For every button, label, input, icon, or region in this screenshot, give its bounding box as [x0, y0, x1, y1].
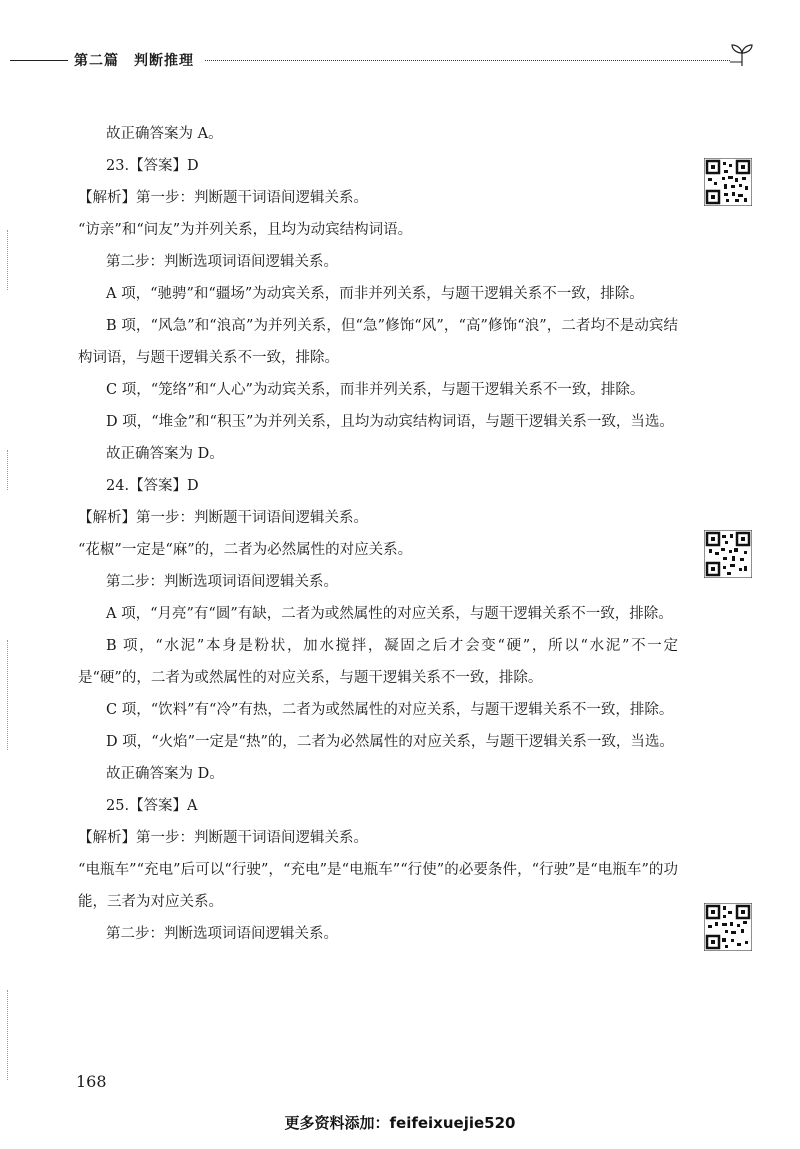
answer-conclusion: 故正确答案为 D。: [106, 766, 224, 782]
margin-dots: [7, 450, 8, 490]
option-b: B 项，“风急”和“浪高”为并列关系，但“急”修饰“风”，“高”修饰“浪”，二者均不是动宾结构词语，与题干逻辑关系不一致，排除。: [78, 318, 678, 366]
paragraph: “访亲”和“问友”为并列关系，且均为动宾结构词语。: [78, 222, 413, 238]
option-c: C 项，“笼络”和“人心”为动宾关系，而非并列关系，与题干逻辑关系不一致，排除。: [106, 382, 645, 398]
paragraph: 第二步：判断选项词语间逻辑关系。: [106, 254, 338, 270]
header-rule-left: [10, 60, 68, 61]
qr-code-icon: [704, 903, 752, 951]
paragraph: “电瓶车”“充电”后可以“行驶”，“充电”是“电瓶车”“行使”的必要条件，“行驶”是“电瓶车”的功能，三者为对应关系。: [78, 862, 678, 910]
margin-dots: [7, 640, 8, 750]
option-a: A 项，“月亮”有“圆”有缺，二者为或然属性的对应关系，与题干逻辑关系不一致，排除。: [106, 606, 673, 622]
option-d: D 项，“火焰”一定是“热”的，二者为必然属性的对应关系，与题干逻辑关系一致，当选。: [106, 734, 674, 750]
question-23-analysis: 【解析】第一步：判断题干词语间逻辑关系。: [78, 190, 368, 206]
answer-conclusion: 故正确答案为 A。: [106, 126, 223, 142]
question-25-analysis: 【解析】第一步：判断题干词语间逻辑关系。: [78, 830, 368, 846]
margin-dots: [7, 230, 8, 290]
page-number: 168: [76, 1072, 107, 1091]
footer-note: 更多资料添加：feifeixuejie520: [284, 1114, 516, 1132]
option-d: D 项，“堆金”和“积玉”为并列关系，且均为动宾结构词语，与题干逻辑关系一致，当选。: [106, 414, 674, 430]
header-rule-right: [205, 60, 730, 61]
paragraph: 第二步：判断选项词语间逻辑关系。: [106, 926, 338, 942]
header-title: 第二篇 判断推理: [74, 53, 194, 69]
sprout-icon: [728, 42, 756, 68]
qr-code-icon: [704, 530, 752, 578]
paragraph: 第二步：判断选项词语间逻辑关系。: [106, 574, 338, 590]
option-a: A 项，“驰骋”和“疆场”为动宾关系，而非并列关系，与题干逻辑关系不一致，排除。: [106, 286, 644, 302]
qr-code-icon: [704, 158, 752, 206]
margin-dots: [7, 990, 8, 1080]
option-c: C 项，“饮料”有“冷”有热，二者为或然属性的对应关系，与题干逻辑关系不一致，排除。: [106, 702, 674, 718]
option-b: B 项，“水泥”本身是粉状，加水搅拌，凝固之后才会变“硬”，所以“水泥”不一定是“硬”的，二者为或然属性的对应关系，与题干逻辑关系不一致，排除。: [78, 638, 678, 686]
answer-explanations: [78, 118, 678, 950]
question-23-answer: 23.【答案】D: [106, 158, 199, 174]
answer-conclusion: 故正确答案为 D。: [106, 446, 224, 462]
running-header: [0, 40, 800, 80]
question-24-analysis: 【解析】第一步：判断题干词语间逻辑关系。: [78, 510, 368, 526]
question-24-answer: 24.【答案】D: [106, 478, 199, 494]
paragraph: “花椒”一定是“麻”的，二者为必然属性的对应关系。: [78, 542, 413, 558]
question-25-answer: 25.【答案】A: [106, 798, 198, 814]
